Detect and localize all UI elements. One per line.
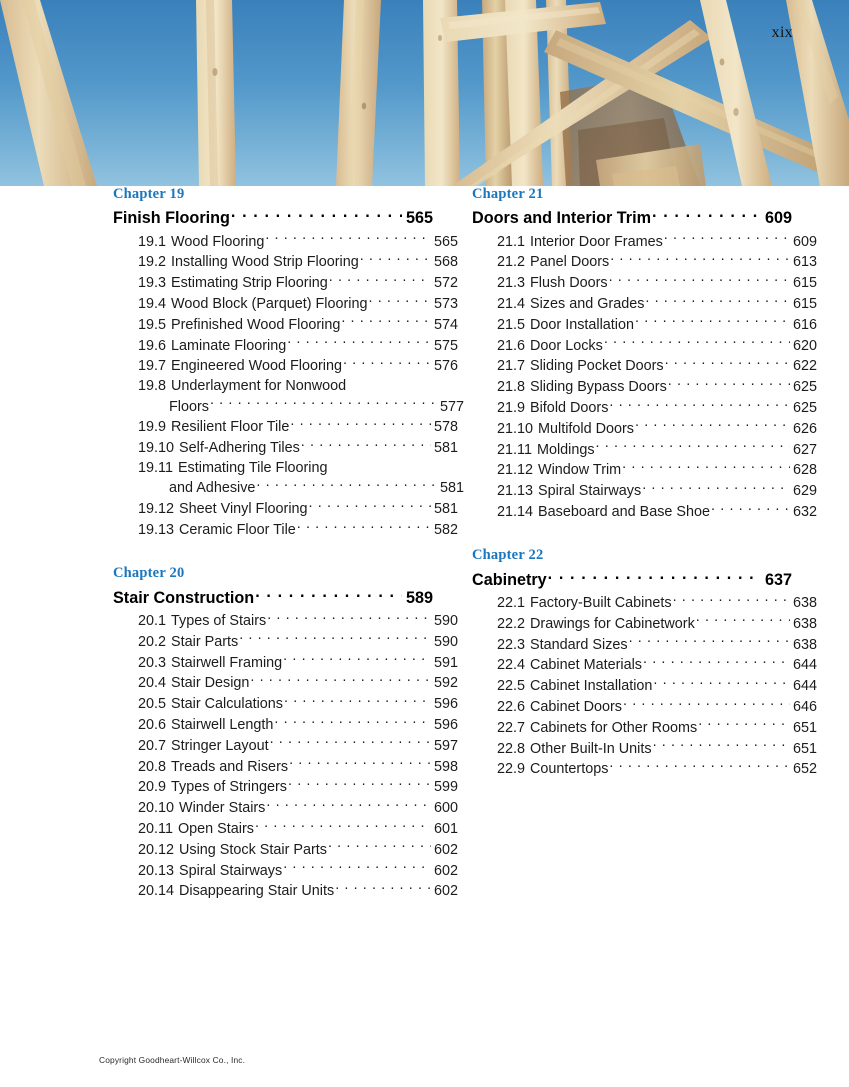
section-number: 22.3 — [497, 636, 526, 653]
section-page-number: 590 — [433, 612, 458, 629]
section-title: Types of Stairs — [171, 612, 267, 629]
header-photo — [0, 0, 849, 186]
dot-leader — [309, 499, 431, 513]
dot-leader — [609, 398, 790, 412]
section-title: Spiral Stairways — [538, 483, 642, 500]
section-number: 19.11 — [138, 459, 173, 476]
chapter-page-number: 589 — [405, 588, 433, 607]
section-title: Sizes and Grades — [530, 295, 645, 312]
chapter-label: Chapter 21 — [472, 186, 544, 202]
toc-entry[interactable] — [472, 697, 817, 718]
section-number: 19.1 — [138, 233, 167, 250]
section-page-number: 581 — [439, 480, 464, 497]
section-number: 20.3 — [138, 654, 167, 671]
section-title: Drawings for Cabinetwork — [530, 615, 695, 632]
entry-line-2 — [138, 478, 464, 499]
section-page-number: 568 — [433, 254, 458, 271]
section-title: Installing Wood Strip Flooring — [171, 254, 359, 271]
section-page-number: 651 — [792, 740, 817, 757]
toc-entry[interactable] — [472, 502, 817, 523]
section-title: Engineered Wood Flooring — [171, 358, 342, 375]
section-number: 20.4 — [138, 675, 167, 692]
section-page-number: 644 — [792, 678, 817, 695]
dot-leader — [283, 860, 431, 874]
section-title-continued: Floors — [169, 398, 209, 415]
dot-leader — [548, 568, 761, 584]
toc-column-left — [113, 186, 464, 927]
section-number: 19.3 — [138, 275, 167, 292]
dot-leader — [665, 356, 790, 370]
section-page-number: 581 — [433, 501, 458, 518]
dot-leader — [328, 839, 431, 853]
section-number: 20.10 — [138, 800, 175, 817]
toc-entry[interactable] — [113, 314, 458, 335]
section-number: 20.1 — [138, 612, 167, 629]
chapter-title-entry[interactable] — [472, 207, 792, 229]
chapter-label: Chapter 20 — [113, 565, 185, 582]
dot-leader — [287, 335, 431, 349]
section-number: 19.4 — [138, 295, 167, 312]
dot-leader — [265, 231, 431, 245]
section-title: Stair Design — [171, 675, 250, 692]
section-number: 20.13 — [138, 862, 175, 879]
toc-entry[interactable] — [113, 252, 458, 273]
entry-line-1 — [138, 459, 433, 478]
section-number: 19.8 — [138, 377, 167, 394]
chapter-title-text: Cabinetry — [472, 570, 547, 589]
section-page-number: 629 — [792, 483, 817, 500]
section-title: Wood Flooring — [171, 233, 265, 250]
toc-entry[interactable] — [113, 231, 458, 252]
toc-entry[interactable] — [113, 335, 458, 356]
dot-leader — [610, 252, 790, 266]
entry-line-2 — [138, 396, 464, 417]
section-page-number: 615 — [792, 275, 817, 292]
toc-entry[interactable] — [113, 777, 458, 798]
section-title: Spiral Stairways — [179, 862, 283, 879]
dot-leader — [255, 819, 431, 833]
dot-leader — [267, 611, 431, 625]
section-page-number: 625 — [792, 379, 817, 396]
toc-entry[interactable] — [113, 631, 458, 652]
section-title: Cabinet Materials — [530, 657, 642, 674]
toc-entry[interactable] — [113, 459, 464, 499]
section-page-number: 638 — [792, 594, 817, 611]
chapter-block — [472, 547, 817, 779]
toc-entry[interactable] — [113, 715, 458, 736]
toc-entry[interactable] — [472, 231, 817, 252]
section-title: Estimating Tile Flooring — [177, 459, 328, 476]
section-page-number: 646 — [792, 698, 817, 715]
entry-line-1 — [138, 377, 433, 396]
chapter-title-text: Finish Flooring — [113, 209, 230, 228]
section-page-number: 601 — [433, 820, 458, 837]
dot-leader — [653, 738, 790, 752]
section-title: Sliding Pocket Doors — [530, 358, 664, 375]
dot-leader — [266, 798, 431, 812]
toc-entry[interactable] — [472, 634, 817, 655]
toc-entry[interactable] — [113, 839, 458, 860]
section-page-number: 602 — [433, 862, 458, 879]
section-page-number: 615 — [792, 295, 817, 312]
section-number: 20.12 — [138, 841, 175, 858]
section-page-number: 565 — [433, 233, 458, 250]
dot-leader — [329, 273, 431, 287]
section-number: 19.6 — [138, 337, 167, 354]
section-title: Standard Sizes — [530, 636, 628, 653]
section-page-number: 581 — [433, 440, 458, 457]
section-page-number: 576 — [433, 358, 458, 375]
section-page-number: 590 — [433, 633, 458, 650]
section-title: Baseboard and Base Shoe — [538, 503, 711, 520]
toc-entry[interactable] — [472, 481, 817, 502]
dot-leader — [360, 252, 431, 266]
toc-entry[interactable] — [472, 252, 817, 273]
section-title: Self-Adhering Tiles — [179, 440, 300, 457]
section-title: Bifold Doors — [530, 399, 609, 416]
chapter-title-text: Doors and Interior Trim — [472, 209, 651, 228]
dot-leader — [643, 655, 790, 669]
section-number: 21.6 — [497, 337, 526, 354]
dot-leader — [284, 694, 431, 708]
toc-entry[interactable] — [113, 520, 458, 541]
section-title: Stringer Layout — [171, 737, 269, 754]
section-number: 21.11 — [497, 441, 532, 458]
section-title: Stairwell Length — [171, 716, 274, 733]
toc-entry[interactable] — [113, 673, 458, 694]
section-page-number: 627 — [792, 441, 817, 458]
section-page-number: 578 — [433, 419, 458, 436]
section-page-number: 574 — [433, 316, 458, 333]
dot-leader — [653, 676, 790, 690]
section-number: 20.2 — [138, 633, 167, 650]
toc-entry[interactable] — [113, 438, 458, 459]
section-number: 21.2 — [497, 254, 526, 271]
toc-entry[interactable] — [113, 294, 458, 315]
section-page-number: 592 — [433, 675, 458, 692]
dot-leader — [668, 377, 790, 391]
section-page-number: 616 — [792, 316, 817, 333]
section-title: Wood Block (Parquet) Flooring — [171, 295, 368, 312]
section-page-number: 638 — [792, 615, 817, 632]
section-number: 21.1 — [497, 233, 526, 250]
section-title: Other Built-In Units — [530, 740, 652, 757]
section-number: 19.10 — [138, 440, 175, 457]
dot-leader — [341, 314, 431, 328]
section-title: Prefinished Wood Flooring — [171, 316, 341, 333]
section-title: Treads and Risers — [171, 758, 289, 775]
section-number: 22.9 — [497, 761, 526, 778]
chapter-title-entry[interactable] — [113, 207, 433, 229]
section-number: 20.7 — [138, 737, 167, 754]
section-number: 21.13 — [497, 483, 534, 500]
section-page-number: 582 — [433, 521, 458, 538]
section-title: Door Installation — [530, 316, 635, 333]
dot-leader — [369, 294, 431, 308]
section-page-number: 628 — [792, 462, 817, 479]
section-number: 20.6 — [138, 716, 167, 733]
toc-entry[interactable] — [472, 439, 817, 460]
section-number: 21.12 — [497, 462, 534, 479]
section-number: 19.12 — [138, 501, 175, 518]
section-title: Countertops — [530, 761, 609, 778]
section-page-number: 591 — [433, 654, 458, 671]
dot-leader — [231, 207, 402, 223]
dot-leader — [250, 673, 431, 687]
dot-leader — [652, 207, 761, 223]
toc-entry[interactable] — [472, 294, 817, 315]
section-title: Stairwell Framing — [171, 654, 283, 671]
dot-leader — [609, 759, 790, 773]
toc-entry[interactable] — [472, 398, 817, 419]
chapter-title-entry[interactable] — [113, 586, 433, 608]
section-title: Window Trim — [538, 462, 622, 479]
dot-leader — [635, 418, 790, 432]
section-page-number: 599 — [433, 779, 458, 796]
section-page-number: 613 — [792, 254, 817, 271]
section-title: Flush Doors — [530, 275, 608, 292]
section-number: 21.5 — [497, 316, 526, 333]
section-title: Estimating Strip Flooring — [171, 275, 328, 292]
section-page-number: 638 — [792, 636, 817, 653]
toc-entry[interactable] — [472, 759, 817, 780]
section-page-number: 651 — [792, 719, 817, 736]
section-page-number: 609 — [792, 233, 817, 250]
section-page-number: 602 — [433, 883, 458, 900]
section-title: Multifold Doors — [538, 420, 634, 437]
section-title: Door Locks — [530, 337, 603, 354]
section-number: 22.4 — [497, 657, 526, 674]
section-title: Sheet Vinyl Flooring — [179, 501, 308, 518]
section-title: Winder Stairs — [179, 800, 266, 817]
dot-leader — [645, 294, 790, 308]
dot-leader — [297, 520, 431, 534]
section-number: 20.11 — [138, 820, 173, 837]
chapter-block — [472, 186, 817, 522]
section-title: Stair Parts — [171, 633, 239, 650]
section-title: Cabinets for Other Rooms — [530, 719, 698, 736]
chapter-label: Chapter 19 — [113, 186, 185, 202]
chapter-page-number: 637 — [764, 570, 792, 589]
section-title: Interior Door Frames — [530, 233, 663, 250]
toc-entry[interactable] — [113, 356, 458, 377]
toc-entry[interactable] — [472, 356, 817, 377]
section-number: 22.8 — [497, 740, 526, 757]
section-page-number: 652 — [792, 761, 817, 778]
dot-leader — [609, 273, 790, 287]
dot-leader — [335, 881, 431, 895]
toc-entry[interactable] — [472, 314, 817, 335]
dot-leader — [210, 396, 437, 410]
section-title: Ceramic Floor Tile — [179, 521, 296, 538]
dot-leader — [301, 438, 431, 452]
dot-leader — [623, 697, 790, 711]
toc-entry[interactable] — [113, 377, 464, 417]
toc-entry[interactable] — [113, 499, 458, 520]
toc-entry[interactable] — [472, 460, 817, 481]
toc-entry[interactable] — [472, 335, 817, 356]
toc-entry[interactable] — [113, 756, 458, 777]
toc-entry[interactable] — [113, 417, 458, 438]
section-page-number: 602 — [433, 841, 458, 858]
toc-entry[interactable] — [113, 273, 458, 294]
dot-leader — [635, 314, 790, 328]
section-page-number: 575 — [433, 337, 458, 354]
section-number: 20.5 — [138, 696, 167, 713]
section-page-number: 596 — [433, 716, 458, 733]
page-folio: xix — [771, 24, 793, 41]
section-number: 22.5 — [497, 678, 526, 695]
dot-leader — [696, 613, 790, 627]
toc-entry[interactable] — [472, 613, 817, 634]
dot-leader — [239, 631, 431, 645]
section-title: Cabinet Doors — [530, 698, 623, 715]
dot-leader — [290, 417, 431, 431]
section-number: 19.9 — [138, 419, 167, 436]
section-page-number: 644 — [792, 657, 817, 674]
chapter-page-number: 565 — [405, 209, 433, 228]
section-title: Types of Stringers — [171, 779, 287, 796]
dot-leader — [622, 460, 790, 474]
dot-leader — [283, 652, 431, 666]
section-title: Moldings — [536, 441, 595, 458]
section-number: 20.14 — [138, 883, 175, 900]
toc-entry[interactable] — [472, 418, 817, 439]
section-page-number: 597 — [433, 737, 458, 754]
section-number: 19.2 — [138, 254, 167, 271]
section-number: 19.5 — [138, 316, 167, 333]
section-title: Resilient Floor Tile — [171, 419, 290, 436]
toc-entry[interactable] — [472, 377, 817, 398]
section-page-number: 572 — [433, 275, 458, 292]
toc-entry[interactable] — [472, 676, 817, 697]
dot-leader — [642, 481, 790, 495]
toc-entry[interactable] — [472, 273, 817, 294]
dot-leader — [629, 634, 790, 648]
chapter-label: Chapter 22 — [472, 547, 544, 564]
section-number: 21.14 — [497, 503, 534, 520]
section-number: 22.7 — [497, 719, 526, 736]
section-page-number: 596 — [433, 696, 458, 713]
section-list — [113, 231, 464, 540]
toc-entry[interactable] — [472, 717, 817, 738]
section-number: 20.9 — [138, 779, 167, 796]
toc-entry[interactable] — [113, 798, 458, 819]
chapter-block — [113, 186, 464, 540]
section-number: 21.4 — [497, 295, 526, 312]
dot-leader — [274, 715, 431, 729]
section-page-number: 598 — [433, 758, 458, 775]
toc-entry[interactable] — [113, 881, 458, 902]
section-title: Open Stairs — [177, 820, 254, 837]
toc-entry[interactable] — [472, 738, 817, 759]
section-title: Underlayment for Nonwood — [171, 377, 347, 394]
section-page-number: 632 — [792, 503, 817, 520]
toc-entry[interactable] — [113, 819, 458, 840]
section-page-number: 622 — [792, 358, 817, 375]
section-title: Stair Calculations — [171, 696, 283, 713]
section-number: 21.9 — [497, 399, 526, 416]
section-title: Using Stock Stair Parts — [179, 841, 327, 858]
dot-leader — [604, 335, 790, 349]
toc-column-right — [472, 186, 817, 805]
section-number: 20.8 — [138, 758, 167, 775]
section-number: 22.2 — [497, 615, 526, 632]
chapter-title-entry[interactable] — [472, 568, 792, 590]
dot-leader — [711, 502, 790, 516]
copyright-footer: Copyright Goodheart-Willcox Co., Inc. — [99, 1055, 246, 1065]
section-list — [113, 611, 458, 902]
section-title: Panel Doors — [530, 254, 610, 271]
chapter-page-number: 609 — [764, 209, 792, 228]
section-page-number: 577 — [439, 398, 464, 415]
section-number: 21.10 — [497, 420, 534, 437]
section-title: Factory-Built Cabinets — [530, 594, 672, 611]
section-number: 19.7 — [138, 358, 167, 375]
section-list — [472, 593, 817, 780]
section-number: 22.6 — [497, 698, 526, 715]
section-title-continued: and Adhesive — [169, 480, 256, 497]
dot-leader — [673, 593, 790, 607]
dot-leader — [256, 478, 437, 492]
section-page-number: 626 — [792, 420, 817, 437]
dot-leader — [288, 777, 431, 791]
dot-leader — [255, 586, 402, 602]
section-list — [472, 231, 817, 522]
toc-entry[interactable] — [472, 655, 817, 676]
section-page-number: 625 — [792, 399, 817, 416]
section-number: 21.8 — [497, 379, 526, 396]
chapter-block — [113, 565, 458, 901]
dot-leader — [698, 717, 790, 731]
toc-entry[interactable] — [113, 694, 458, 715]
section-number: 19.13 — [138, 521, 175, 538]
toc-entry[interactable] — [113, 611, 458, 632]
section-title: Cabinet Installation — [530, 678, 653, 695]
dot-leader — [270, 735, 431, 749]
toc-entry[interactable] — [113, 735, 458, 756]
toc-entry[interactable] — [113, 652, 458, 673]
section-number: 21.7 — [497, 358, 526, 375]
section-page-number: 600 — [433, 800, 458, 817]
section-number: 22.1 — [497, 594, 526, 611]
toc-entry[interactable] — [113, 860, 458, 881]
section-title: Disappearing Stair Units — [179, 883, 335, 900]
section-title: Sliding Bypass Doors — [530, 379, 667, 396]
section-title: Laminate Flooring — [171, 337, 287, 354]
section-number: 21.3 — [497, 275, 526, 292]
chapter-title-text: Stair Construction — [113, 588, 255, 607]
dot-leader — [596, 439, 790, 453]
dot-leader — [289, 756, 431, 770]
toc-entry[interactable] — [472, 593, 817, 614]
dot-leader — [664, 231, 790, 245]
section-page-number: 573 — [433, 295, 458, 312]
dot-leader — [343, 356, 431, 370]
section-page-number: 620 — [792, 337, 817, 354]
